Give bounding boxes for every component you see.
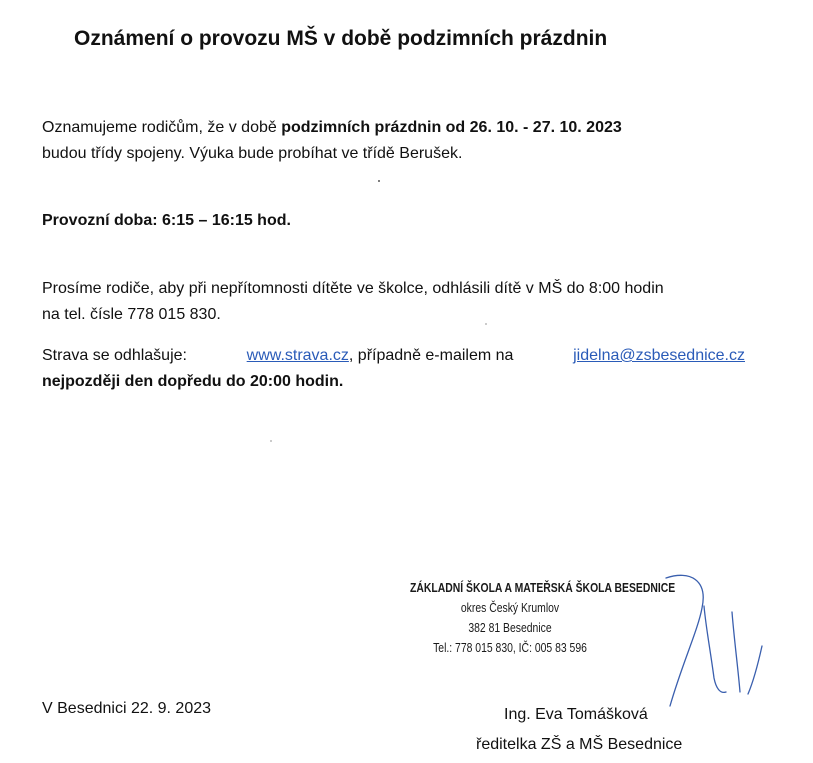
document-date: V Besednici 22. 9. 2023 — [42, 700, 212, 717]
stamp-contact: Tel.: 778 015 830, IČ: 005 83 596 — [433, 640, 587, 655]
opening-hours: Provozní doba: 6:15 – 16:15 hod. — [42, 212, 291, 229]
signer-role: ředitelka ZŠ a MŠ Besednice — [476, 736, 683, 753]
stamp-district: okres Český Krumlov — [460, 600, 560, 615]
email-link[interactable]: jidelna@zsbesednice.cz — [573, 347, 745, 364]
signer-name: Ing. Eva Tomášková — [504, 706, 648, 723]
absence-line-1: Prosíme rodiče, aby při nepřítomnosti dítěte ve školce, odhlásili dítě v MŠ do 8:00 hodin — [42, 280, 664, 297]
handwritten-signature — [660, 568, 780, 718]
scan-speck — [378, 180, 380, 182]
absence-line-2: na tel. čísle 778 015 830. — [42, 306, 221, 323]
meal-label: Strava se odhlašuje: — [42, 347, 187, 364]
holiday-line-2: budou třídy spojeny. Výuka bude probíhat ve třídě Berušek. — [42, 145, 463, 162]
holiday-intro: Oznamujeme rodičům, že v době — [42, 119, 282, 136]
meal-line-1 — [42, 343, 745, 369]
meal-paragraph — [42, 343, 745, 395]
school-stamp — [410, 578, 676, 658]
strava-link[interactable]: www.strava.cz — [246, 347, 349, 364]
stamp-address: 382 81 Besednice — [468, 620, 552, 635]
stamp-school-name: ZÁKLADNÍ ŠKOLA A MATEŘSKÁ ŠKOLA BESEDNICE — [410, 580, 676, 595]
holiday-dates: podzimních prázdnin od 26. 10. - 27. 10. 2023 — [281, 119, 622, 136]
meal-middle-text: , případně e-mailem na — [348, 347, 514, 364]
holiday-line-1 — [42, 115, 622, 141]
holiday-paragraph — [42, 115, 622, 167]
meal-deadline: nejpozději den dopředu do 20:00 hodin. — [42, 373, 344, 390]
meal-web-group — [247, 343, 514, 369]
document-title: Oznámení o provozu MŠ v době podzimních prázdnin — [74, 27, 608, 50]
scan-speck — [485, 323, 487, 325]
scan-speck — [270, 440, 272, 442]
signer-block — [476, 700, 682, 760]
absence-paragraph — [42, 276, 664, 328]
